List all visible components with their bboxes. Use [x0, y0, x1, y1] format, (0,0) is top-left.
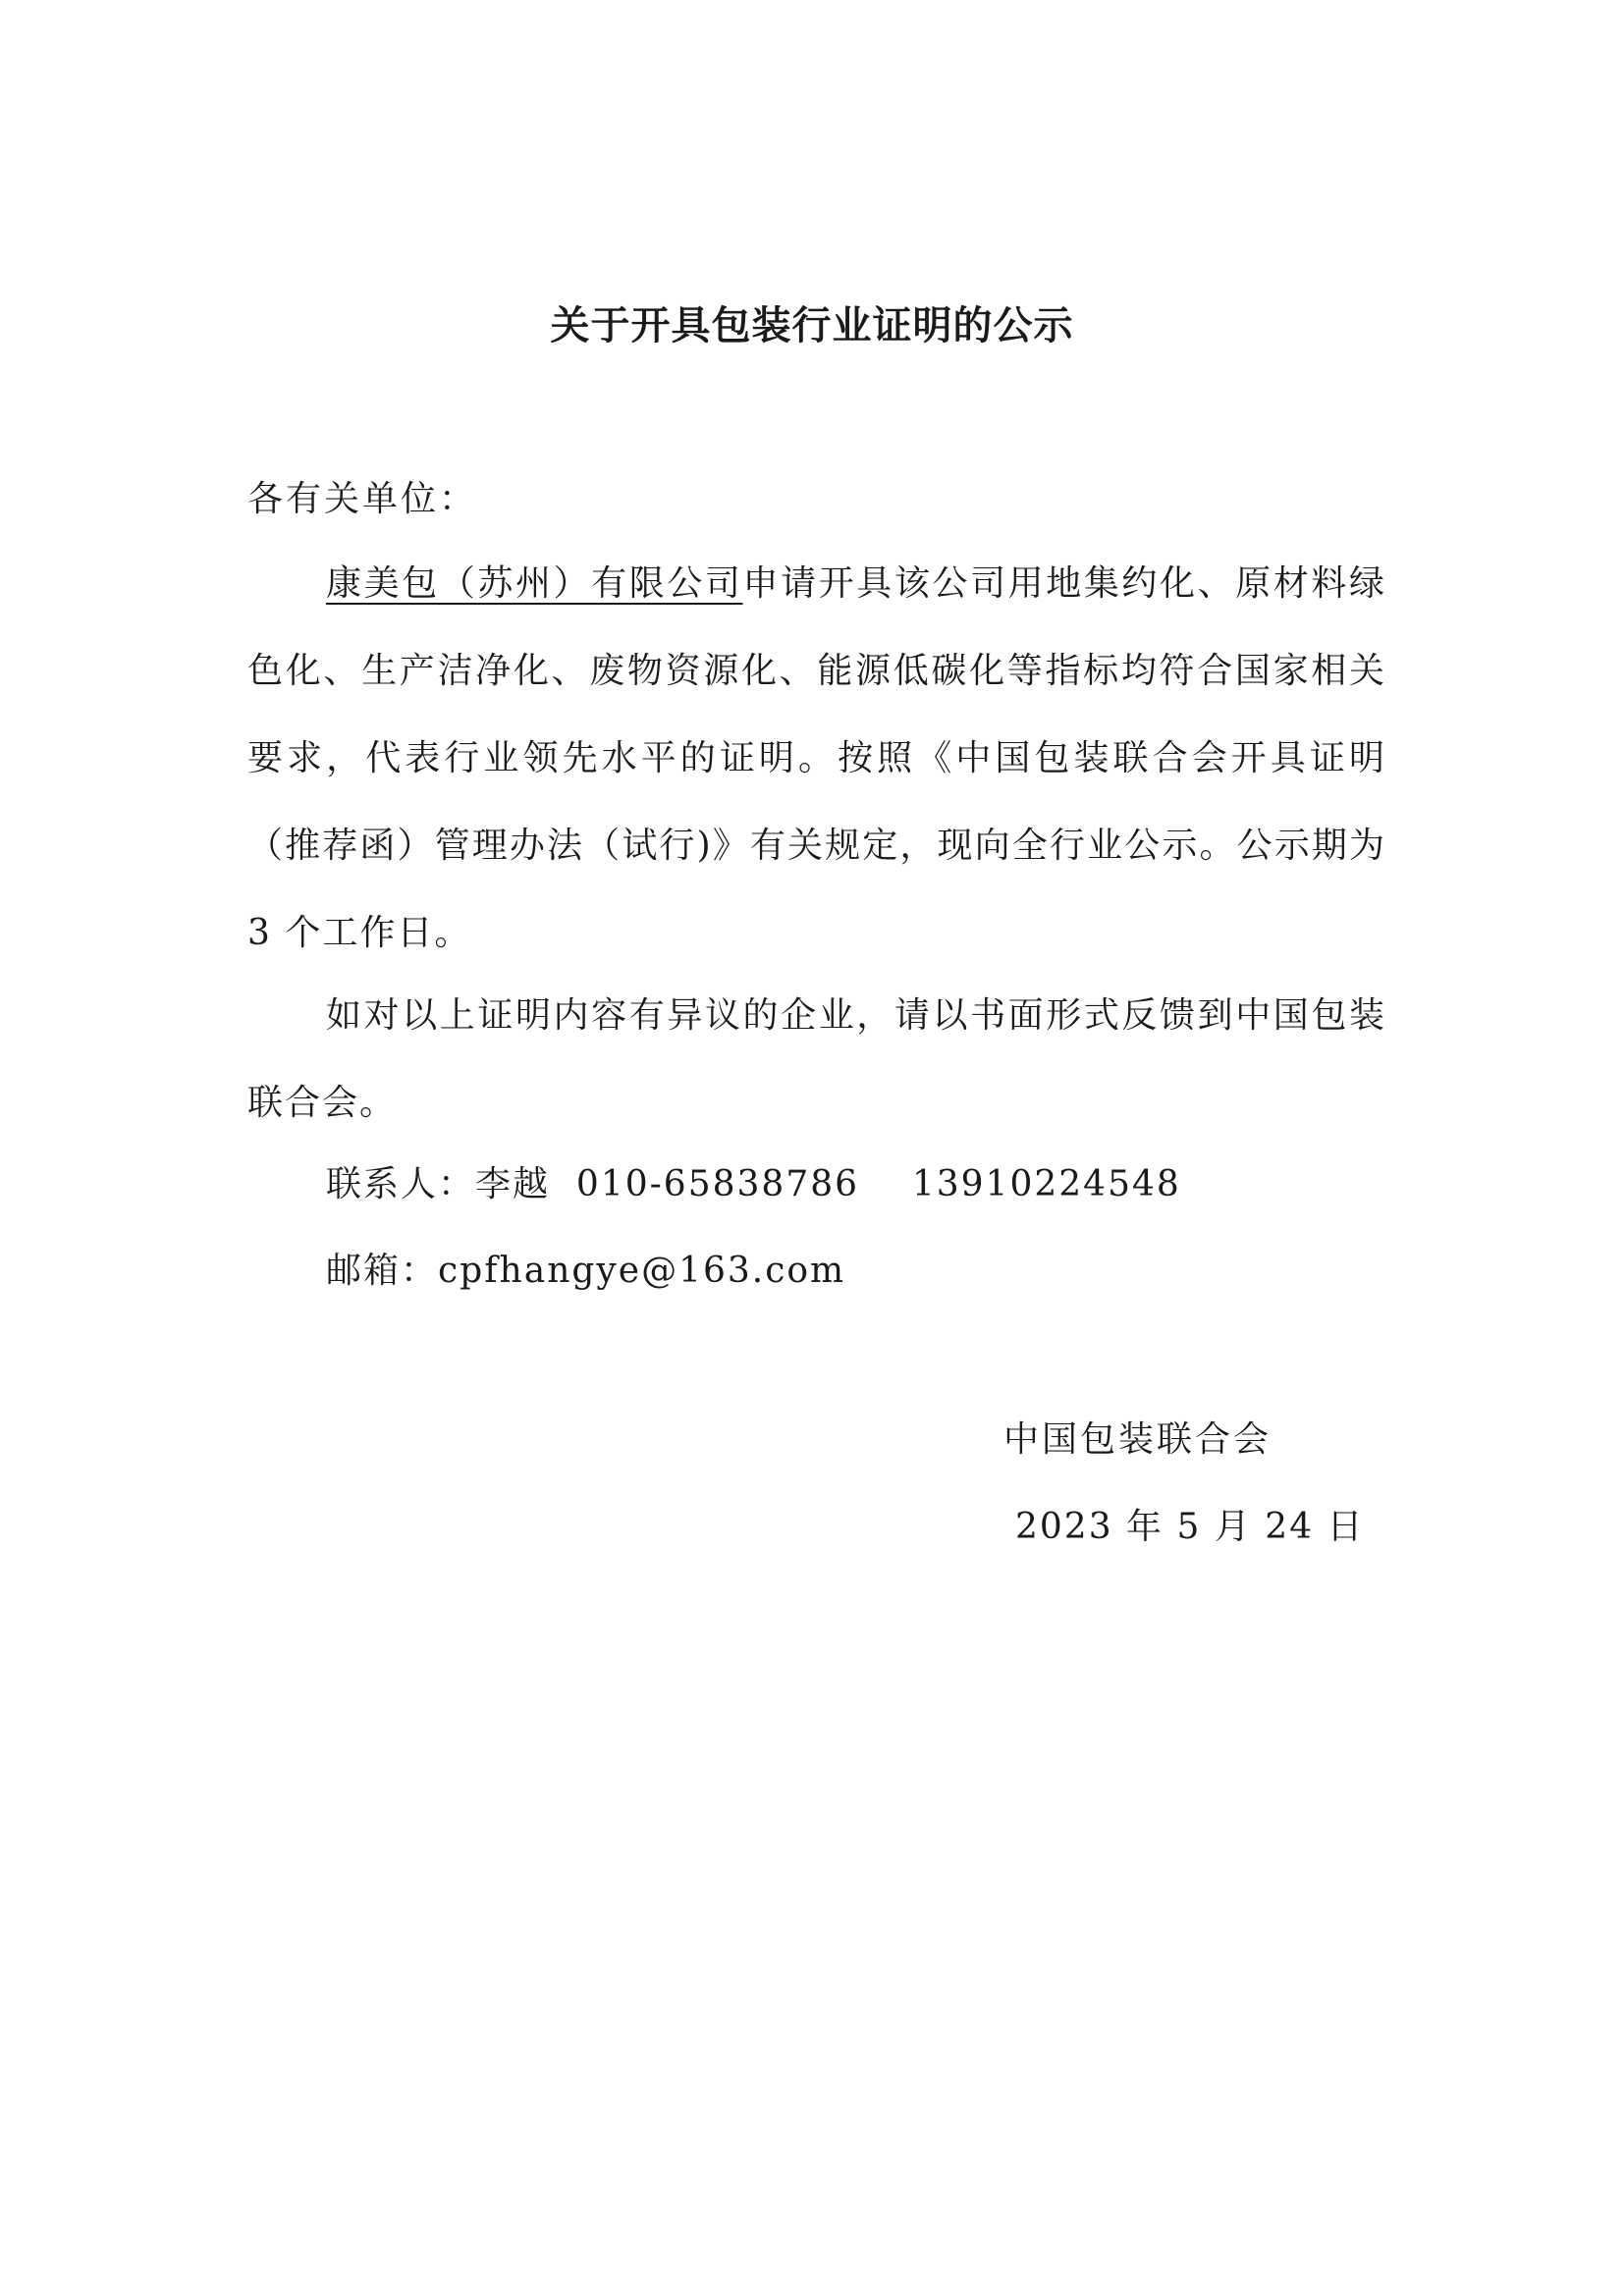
- company-name: 康美包（苏州）有限公司: [326, 563, 743, 604]
- contact-label: 联系人：: [326, 1164, 476, 1204]
- contact-line: [326, 1156, 1181, 1206]
- email-line: [326, 1243, 845, 1293]
- paragraph-1-text: 申请开具该公司用地集约化、原材料绿色化、生产洁净化、废物资源化、能源低碳化等指标均符合国家相关要求，代表行业领先水平的证明。按照《中国包装联合会开具证明（推荐函）管理办法（试行)》有关规定，现向全行业公示。公示期为 3 个工作日。: [247, 563, 1386, 953]
- contact-name: 李越: [475, 1164, 551, 1204]
- page-title: 关于开具包装行业证明的公示: [550, 302, 1074, 348]
- body-paragraph-1: [247, 540, 1386, 977]
- email-address: cpfhangye@163.com: [438, 1251, 846, 1291]
- signature-date: 2023 年 5 月 24 日: [1015, 1507, 1365, 1547]
- email-label: 邮箱：: [326, 1251, 439, 1291]
- contact-phone: 010-65838786: [575, 1164, 860, 1204]
- salutation: 各有关单位：: [247, 479, 478, 519]
- body-paragraph-2: 如对以上证明内容有异议的企业，请以书面形式反馈到中国包装联合会。: [247, 995, 1386, 1123]
- contact-mobile: 13910224548: [911, 1164, 1181, 1204]
- signature-organization: 中国包装联合会: [1003, 1419, 1272, 1460]
